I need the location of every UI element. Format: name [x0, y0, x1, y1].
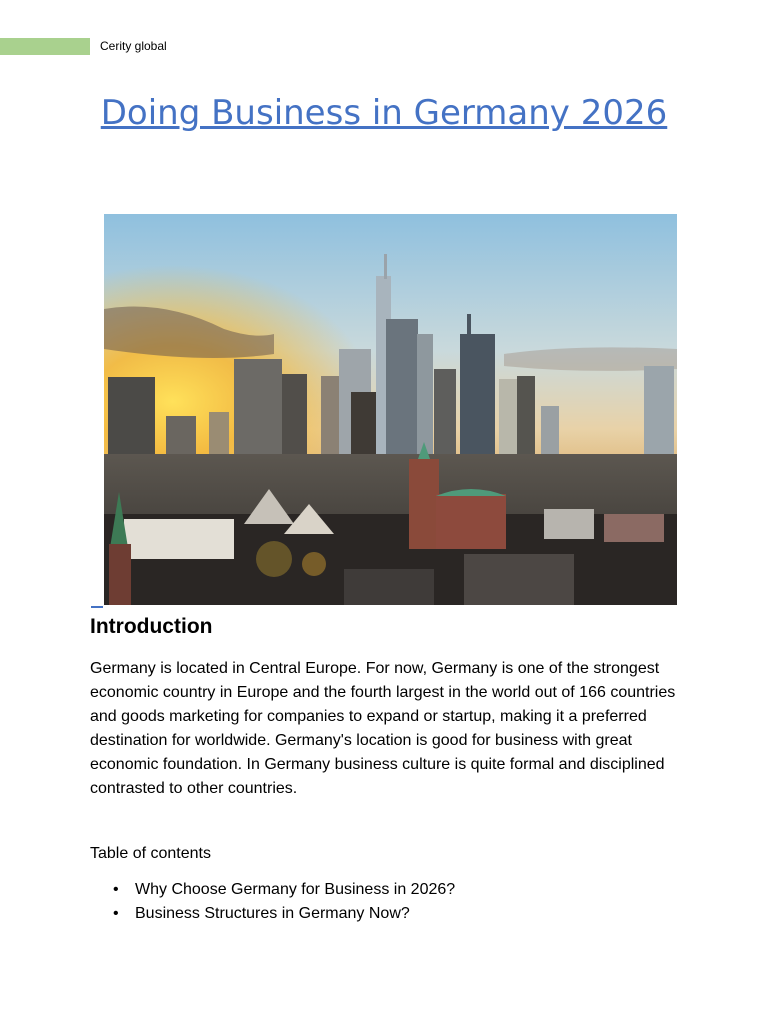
toc-list — [90, 878, 455, 926]
title-link[interactable]: Doing Business in Germany 2026 — [100, 93, 668, 133]
document-title[interactable] — [0, 92, 768, 135]
toc-title: Table of contents — [90, 845, 211, 862]
toc-link-business-structures[interactable]: Business Structures in Germany Now? — [135, 905, 410, 922]
intro-heading: Introduction — [90, 615, 213, 638]
toc-link-why-germany[interactable]: Why Choose Germany for Business in 2026? — [135, 881, 456, 898]
header-accent-bar — [0, 38, 90, 55]
frankfurt-skyline-photo — [104, 214, 677, 605]
header-brand: Cerity global — [100, 39, 167, 53]
intro-paragraph: Germany is located in Central Europe. For now, Germany is one of the strongest economic country in Europe and the fourth largest in the world out of 166 countries and goods marketing for companies to expand or startup, making it a preferred destination for worldwide. Germany's location is good for business with great economic foundation. In Germany business culture is quite formal and disciplined contrasted to other countries. — [90, 660, 676, 797]
bullet-icon: • — [113, 881, 119, 898]
toc-item[interactable] — [90, 902, 455, 926]
toc-item[interactable] — [90, 878, 455, 902]
bullet-icon: • — [113, 905, 119, 922]
image-anchor-mark — [91, 606, 103, 608]
